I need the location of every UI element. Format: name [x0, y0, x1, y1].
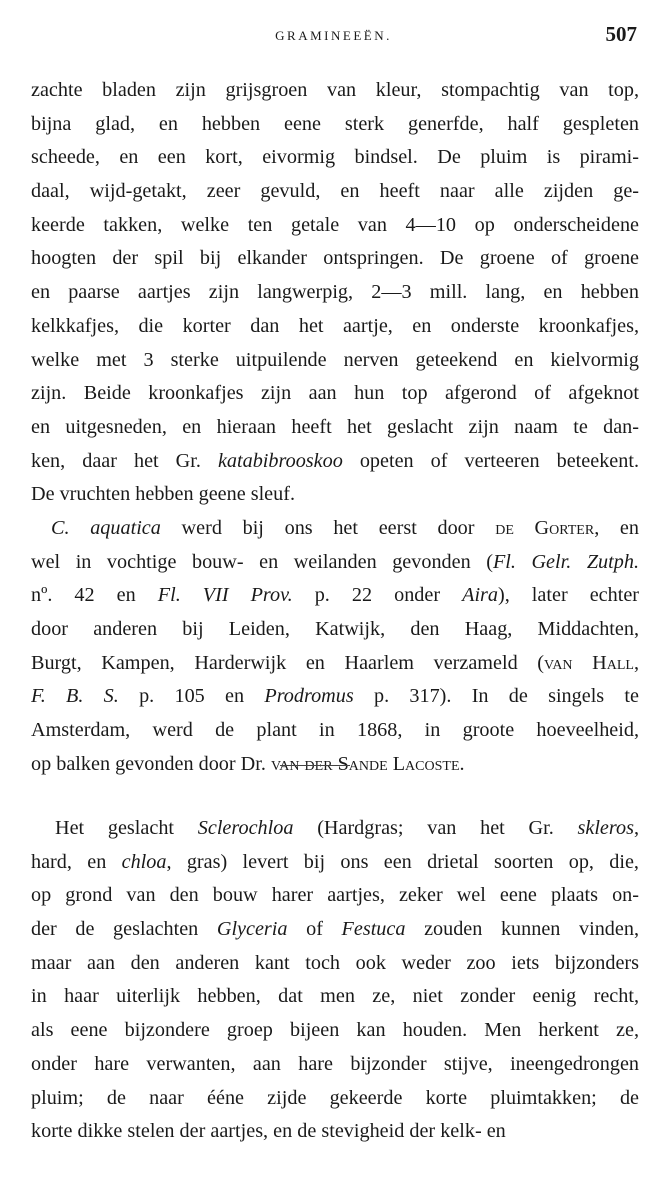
text-span: scheede, en een kort, eivormig bindsel. De pluim is pirami- [31, 146, 639, 169]
text-line [31, 647, 639, 681]
text-line [31, 276, 639, 310]
text-span: Het geslacht [55, 817, 198, 839]
text-span: op balken gevonden door Dr. [31, 752, 271, 775]
text-line [31, 812, 639, 846]
text-line [31, 445, 639, 479]
text-span: , [633, 651, 639, 674]
text-block-1 [31, 74, 639, 781]
text-line [31, 344, 639, 378]
author-name: de Gorter [495, 516, 595, 539]
italic-term: Fl. Gelr. Zutph. [492, 550, 639, 573]
text-span: keerde takken, welke ten getale van 4—10 op onderscheidene [31, 213, 639, 236]
text-line [31, 1115, 639, 1149]
paragraph-description [31, 74, 639, 512]
text-span: pluim; de naar ééne zijde gekeerde korte pluimtakken; de [31, 1086, 639, 1109]
text-span: werd bij ons het eerst door [160, 516, 496, 539]
text-span: p. 22 onder [292, 584, 463, 607]
text-span: door anderen bij Leiden, Katwijk, den Haag, Middachten, [31, 618, 639, 640]
text-line [31, 546, 639, 580]
italic-term: Sclerochloa [197, 817, 294, 839]
section-divider [280, 765, 350, 766]
text-line [31, 947, 639, 981]
page-number: 507 [605, 22, 637, 46]
paragraph-sclerochloa [31, 812, 639, 1149]
paragraph-distribution [31, 512, 639, 782]
text-span: . [459, 752, 465, 775]
text-span: , en [594, 516, 639, 539]
page-header [30, 22, 637, 52]
italic-term: chloa [121, 850, 167, 873]
text-span: onder hare verwanten, aan hare bijzonder stijve, ineengedrongen [31, 1052, 639, 1075]
text-line [31, 1082, 639, 1116]
text-line [31, 377, 639, 411]
text-span: der de geslachten [31, 918, 217, 941]
text-line [31, 913, 639, 947]
text-line [31, 1048, 639, 1082]
text-span: opeten of verteeren beteekent. [342, 449, 639, 472]
text-span: p. 317). In de singels te [353, 685, 639, 708]
text-line [31, 512, 639, 546]
text-span: of [287, 918, 342, 941]
running-title: GRAMINEEËN. [275, 28, 392, 43]
text-span: ken, daar het Gr. [31, 449, 218, 472]
text-span: zijn. Beide kroonkafjes zijn aan hun top afgerond of afgeknot [31, 382, 639, 405]
text-span: zouden kunnen vinden, [405, 918, 639, 941]
text-span: Burgt, Kampen, Harderwijk en Haarlem verzameld ( [31, 651, 545, 674]
text-span: Amsterdam, werd de plant in 1868, in groote hoeveelheid, [31, 719, 639, 742]
text-span: kelkkafjes, die korter dan het aartje, en onderste kroonkafjes, [31, 314, 639, 337]
text-span: ), later echter [498, 584, 639, 607]
italic-term: Fl. VII Prov. [157, 584, 293, 607]
italic-term: Aira [462, 584, 498, 607]
text-span: in haar uiterlijk hebben, dat men ze, niet zonder eenig recht, [31, 985, 639, 1008]
italic-term: katabibrooskoo [217, 449, 343, 472]
text-span: hard, en [31, 850, 122, 873]
text-line [31, 680, 639, 714]
author-name: van Hall [544, 651, 634, 674]
text-line [31, 74, 639, 108]
text-line [31, 411, 639, 445]
text-line [31, 846, 639, 880]
text-line [31, 478, 639, 512]
text-span: bijna glad, en hebben eene sterk generfde, half gespleten [31, 112, 639, 135]
text-line [31, 242, 639, 276]
text-block-2 [31, 812, 639, 1149]
italic-term: Festuca [341, 918, 406, 941]
text-span: en paarse aartjes zijn langwerpig, 2—3 mill. lang, en hebben [31, 281, 639, 304]
author-name: van der Sande Lacoste [270, 752, 460, 775]
italic-term: F. B. S. [31, 685, 119, 708]
text-span: , [633, 817, 639, 839]
italic-term: skleros [577, 817, 634, 839]
text-span: welke met 3 sterke uitpuilende nerven geteekend en kielvormig [31, 348, 639, 371]
text-span: als eene bijzondere groep bijeen kan houden. Men herkent ze, [31, 1019, 639, 1042]
text-span: korte dikke stelen der aartjes, en de stevigheid der kelk- en [31, 1120, 506, 1143]
text-line [31, 108, 639, 142]
italic-term: Prodromus [264, 685, 354, 708]
text-line [31, 141, 639, 175]
text-line [31, 980, 639, 1014]
text-line [31, 714, 639, 748]
text-span: wel in vochtige bouw- en weilanden gevonden ( [31, 550, 493, 573]
text-line [31, 310, 639, 344]
text-span: maar aan den anderen kant toch ook weder zoo iets bijzonders [31, 951, 639, 974]
text-line [31, 613, 639, 647]
text-span: op grond van den bouw harer aartjes, zeker wel eene plaats on- [31, 884, 639, 907]
text-line [31, 1014, 639, 1048]
text-line [31, 175, 639, 209]
text-line [31, 579, 639, 613]
italic-term: C. aquatica [51, 516, 161, 539]
text-span: p. 105 en [118, 685, 265, 708]
text-line [31, 879, 639, 913]
text-span: De vruchten hebben geene sleuf. [31, 483, 296, 506]
text-span: en uitgesneden, en hieraan heeft het geslacht zijn naam te dan- [31, 415, 639, 438]
text-span: hoogten der spil bij elkander ontspringen. De groene of groene [31, 247, 639, 270]
text-span: , gras) levert bij ons een drietal soorten op, die, [166, 850, 639, 873]
text-span: (Hardgras; van het Gr. [293, 817, 578, 839]
text-span: nº. 42 en [31, 584, 158, 607]
text-span: zachte bladen zijn grijsgroen van kleur, stompachtig van top, [31, 79, 639, 101]
text-line [31, 209, 639, 243]
italic-term: Glyceria [216, 918, 288, 941]
text-span: daal, wijd-getakt, zeer gevuld, en heeft naar alle zijden ge- [31, 180, 639, 203]
